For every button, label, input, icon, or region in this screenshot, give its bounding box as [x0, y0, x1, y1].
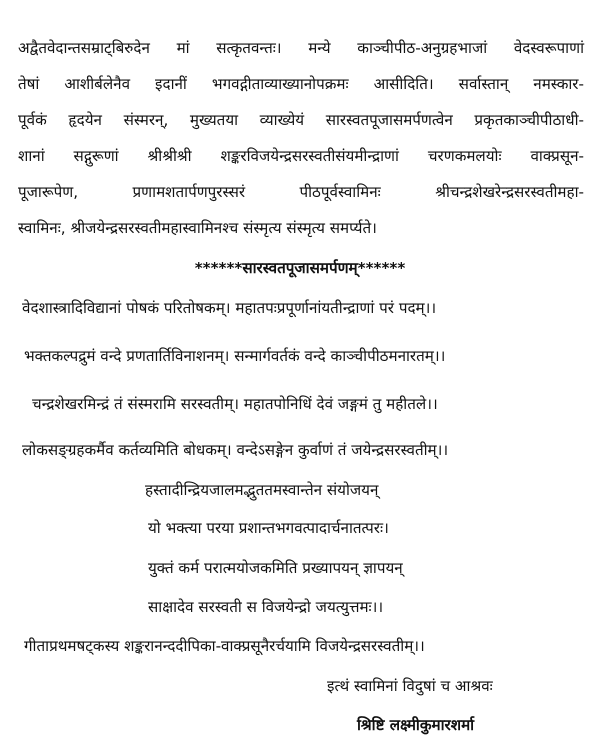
closing-remark: इत्थं स्वामिनां विदुषां च आश्रवः: [327, 677, 493, 695]
verse-line: हस्तादीन्द्रियजालमद्भुततमस्वान्तेन संयोजयन्: [145, 481, 379, 499]
paragraph-line: पूर्वकं हृदयेन संस्मरन्, मुख्यतया व्याख्येयं सारस्वतपूजासमर्पणत्वेन प्रकृतकाञ्चीपीठाधी-: [18, 111, 584, 129]
section-heading: ******सारस्वतपूजासमर्पणम्******: [194, 259, 406, 277]
verse-line: भक्तकल्पद्रुमं वन्दे प्रणतार्तिविनाशनम्। सन्मार्गवर्तकं वन्दे काञ्चीपीठमनारतम्।।: [24, 347, 446, 365]
paragraph-line: स्वामिनः, श्रीजयेन्द्रसरस्वतीमहास्वामिनश्च संस्मृत्य संस्मृत्य समर्प्यते।: [18, 219, 377, 237]
closing-verse: गीताप्रथमषट्कस्य शङ्करानन्ददीपिका-वाक्प्रसूनैरर्चयामि विजयेन्द्रसरस्वतीम्।।: [24, 637, 425, 655]
verse-line: लोकसङ्ग्रहकर्मैव कर्तव्यमिति बोधकम्। वन्देऽसङ्गेन कुर्वाणं तं जयेन्द्रसरस्वतीम्।।: [22, 441, 449, 459]
paragraph-line: अद्वैतवेदान्तसम्राट्बिरुदेन मां सत्कृतवन्तः। मन्ये काञ्चीपीठ-अनुग्रहभाजां वेदस्वरूपाणां: [18, 39, 584, 57]
verse-line: चन्द्रशेखरमिन्द्रं तं संस्मरामि सरस्वतीम्। महातपोनिधिं देवं जङ्गमं तु महीतले।।: [32, 395, 438, 413]
verse-line: वेदशास्त्रादिविद्यानां पोषकं परितोषकम्। महातपःप्रपूर्णानांयतीन्द्राणां परं पदम्।।: [22, 299, 437, 317]
paragraph-line: तेषां आशीर्बलेनैव इदानीं भगवद्गीताव्याख्यानोपक्रमः आसीदिति। सर्वास्तान् नमस्कार-: [18, 75, 584, 93]
paragraph-line: पूजारूपेण, प्रणामशतार्पणपुरस्सरं पीठपूर्वस्वामिनः श्रीचन्द्रशेखरेन्द्रसरस्वतीमहा-: [18, 183, 584, 201]
paragraph-line: शानां सद्गुरूणां श्रीश्रीश्री शङ्करविजयेन्द्रसरस्वतीसंयमीन्द्राणां चरणकमलयोः वाक्प्रसून-: [18, 147, 584, 165]
author-signature: श्रिष्टि लक्ष्मीकुमारशर्मा: [357, 716, 475, 734]
verse-line: साक्षादेव सरस्वती स विजयेन्द्रो जयत्युत्तमः।।: [148, 598, 384, 616]
dedication-paragraph: [18, 30, 584, 246]
verse-line: यो भक्त्या परया प्रशान्तभगवत्पादार्चनातत्परः।: [148, 519, 389, 537]
verse-line: युक्तं कर्म परात्मयोजकमिति प्रख्यापयन् ज्ञापयन्: [148, 559, 403, 577]
